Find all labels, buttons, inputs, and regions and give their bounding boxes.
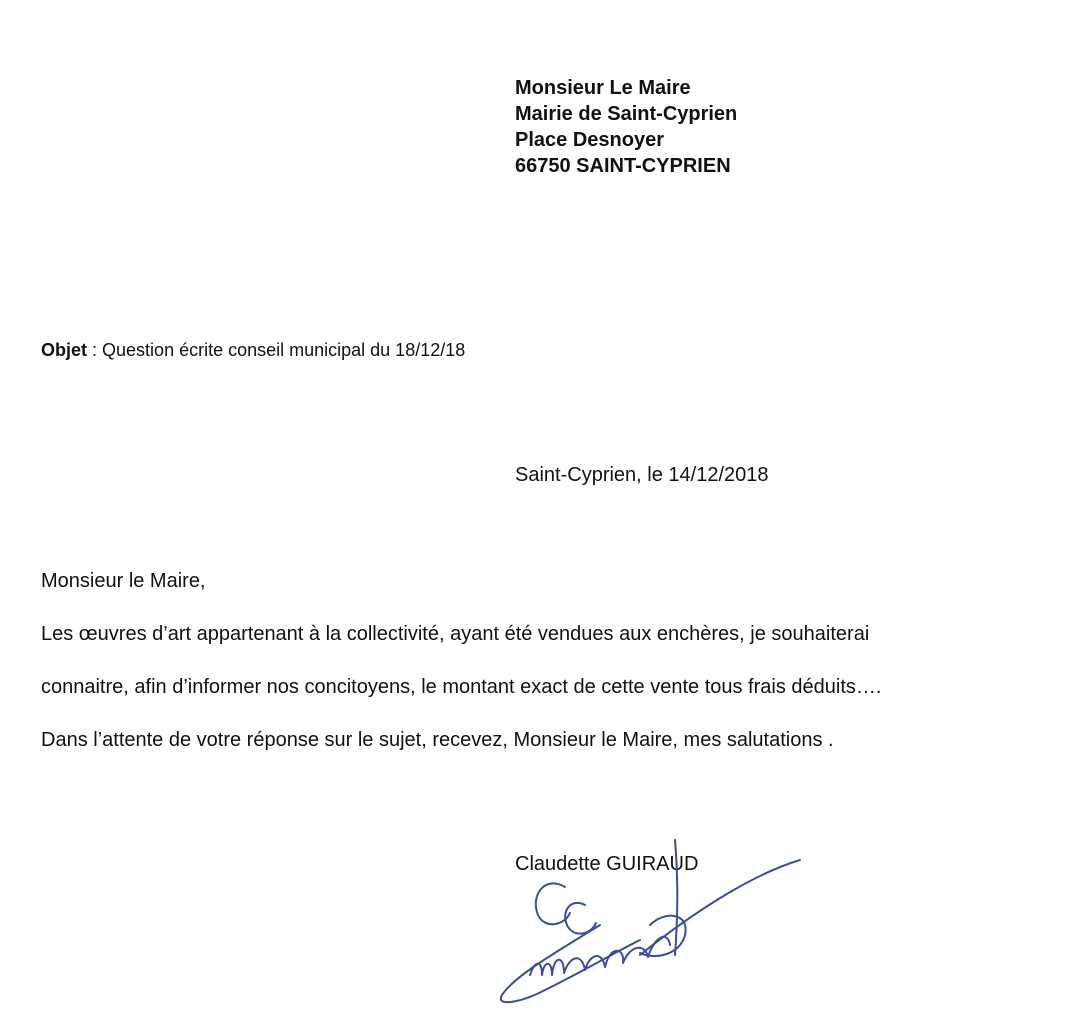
signature-cursive-body — [530, 937, 670, 975]
sender-name: Claudette GUIRAUD — [515, 853, 699, 875]
signature-initial-c2 — [565, 903, 596, 934]
recipient-line-institution: Mairie de Saint-Cyprien — [515, 103, 738, 125]
recipient-line-title: Monsieur Le Maire — [515, 77, 691, 99]
subject-separator: : — [87, 340, 103, 360]
recipient-line-city: 66750 SAINT-CYPRIEN — [515, 155, 731, 177]
place-and-date: Saint-Cyprien, le 14/12/2018 — [515, 464, 769, 486]
letter-paragraph-3: Dans l’attente de votre réponse sur le sujet, recevez, Monsieur le Maire, mes salutations . — [41, 729, 834, 751]
subject-text: Question écrite conseil municipal du 18/12/18 — [102, 340, 466, 360]
signature-initial-c1 — [536, 883, 570, 924]
subject-label: Objet — [41, 340, 88, 360]
letter-paragraph-1: Les œuvres d’art appartenant à la collectivité, ayant été vendues aux enchères, je souhaiterai — [41, 623, 870, 645]
signature-sweep — [501, 925, 640, 1002]
letter-paragraph-2: connaitre, afin d’informer nos concitoyens, le montant exact de cette vente tous frais déduits…. — [41, 676, 882, 698]
recipient-address-block — [515, 75, 737, 179]
recipient-line-street: Place Desnoyer — [515, 129, 664, 151]
subject-line — [41, 339, 465, 361]
signature-closing-loop — [640, 916, 686, 956]
letter-salutation: Monsieur le Maire, — [41, 570, 206, 592]
